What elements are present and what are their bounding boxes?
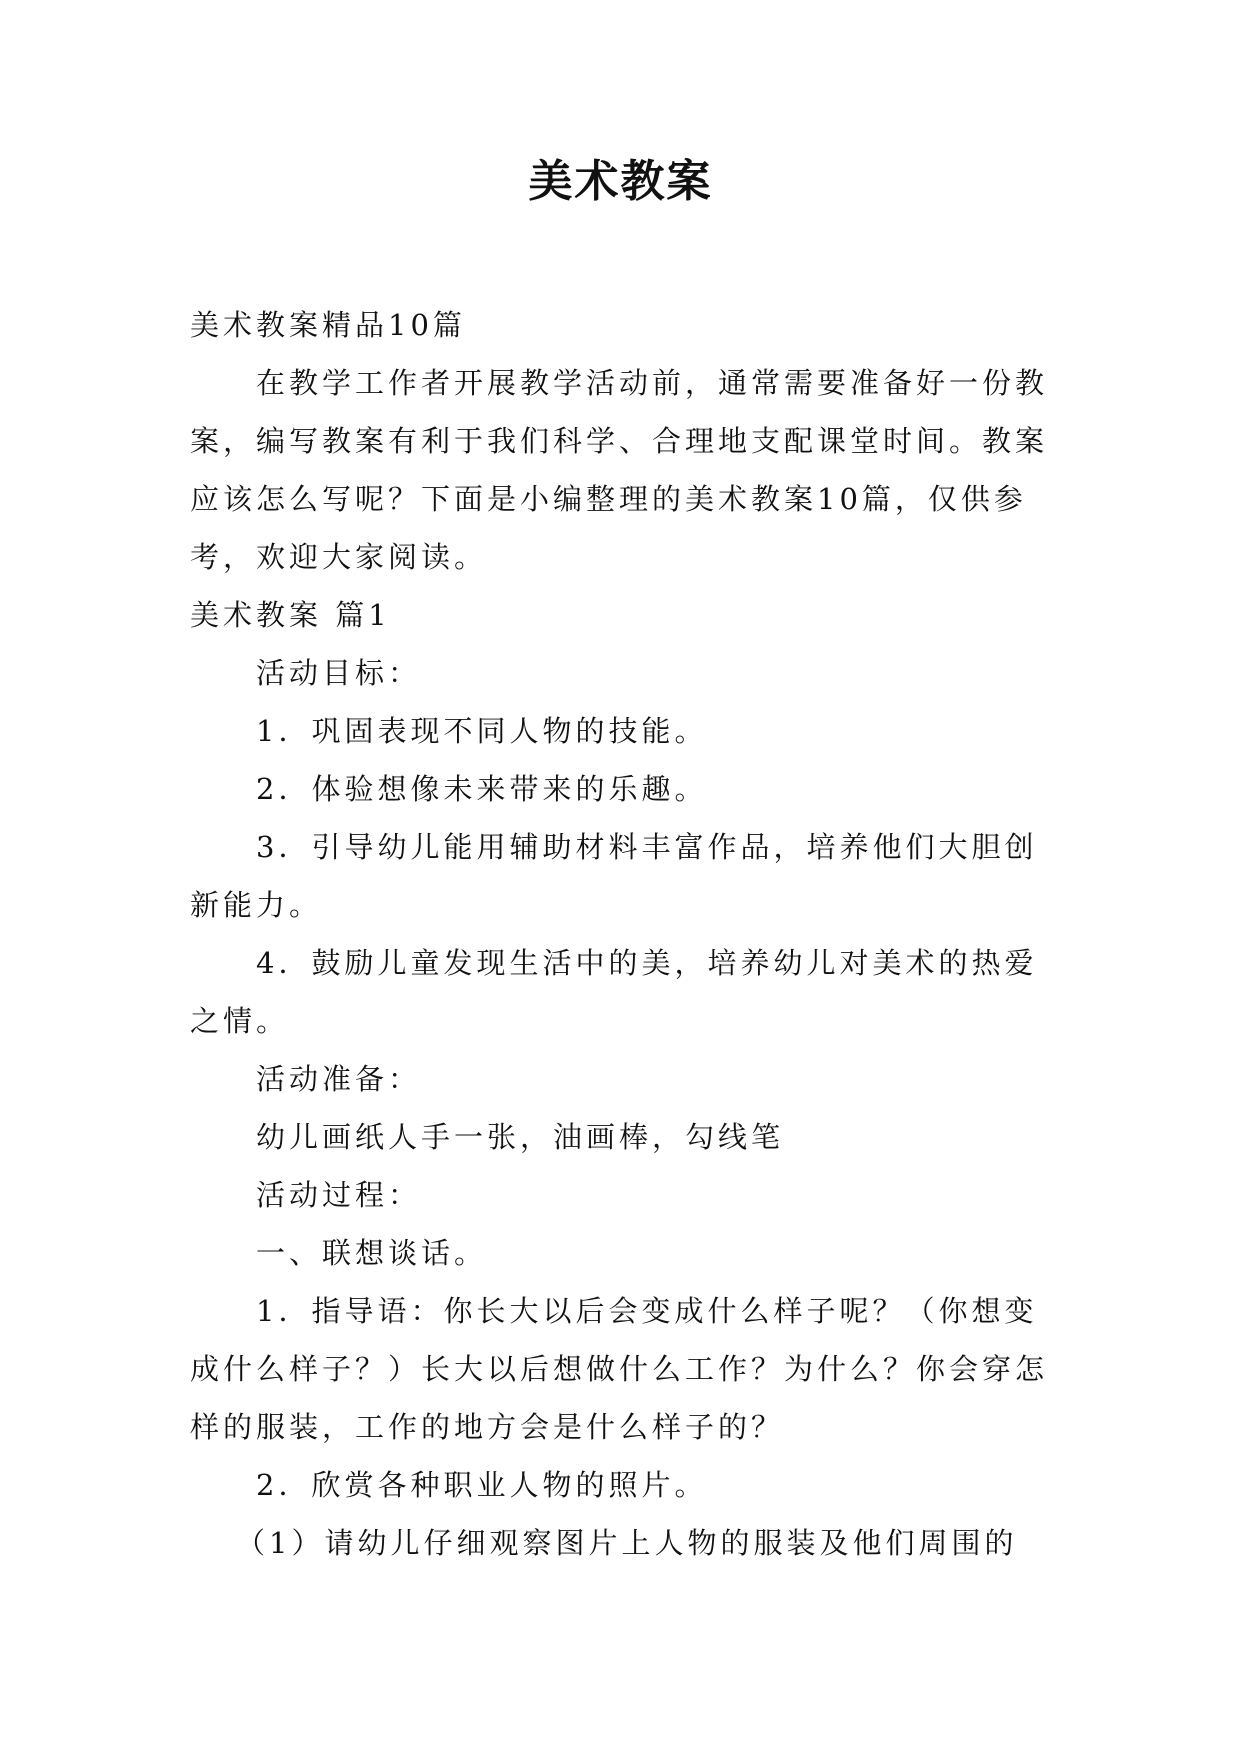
intro-paragraph: 在教学工作者开展教学活动前，通常需要准备好一份教案，编写教案有利于我们科学、合理地支配课堂时间。教案应该怎么写呢？下面是小编整理的美术教案10篇，仅供参考，欢迎大家阅读。 — [190, 366, 1049, 574]
preparation-text: 幼儿画纸人手一张，油画棒，勾线笔 — [256, 1120, 785, 1154]
goal-item: 4．鼓励儿童发现生活中的美，培养幼儿对美术的热爱之情。 — [190, 946, 1038, 1038]
heading-activity-process: 活动过程： — [256, 1178, 422, 1212]
goal-item: 1．巩固表现不同人物的技能。 — [256, 714, 708, 748]
document-title: 美术教案 — [528, 156, 713, 207]
heading-activity-goals: 活动目标： — [256, 656, 422, 690]
document-body — [190, 296, 1050, 1572]
process-item: 1．指导语：你长大以后会变成什么样子呢？（你想变成什么样子？）长大以后想做什么工作？为什么？你会穿怎样的服装，工作的地方会是什么样子的？ — [190, 1294, 1049, 1444]
process-step-heading: 一、联想谈话。 — [256, 1236, 488, 1270]
heading-activity-preparation: 活动准备： — [256, 1062, 422, 1096]
section-heading: 美术教案 篇1 — [190, 598, 391, 632]
goal-item: 2．体验想像未来带来的乐趣。 — [256, 772, 708, 806]
goal-item: 3．引导幼儿能用辅助材料丰富作品，培养他们大胆创新能力。 — [190, 830, 1038, 922]
process-item: 2．欣赏各种职业人物的照片。 — [256, 1468, 708, 1502]
subtitle-line: 美术教案精品10篇 — [190, 308, 466, 342]
process-subitem: （1）请幼儿仔细观察图片上人物的服装及他们周围的 — [236, 1526, 1018, 1560]
